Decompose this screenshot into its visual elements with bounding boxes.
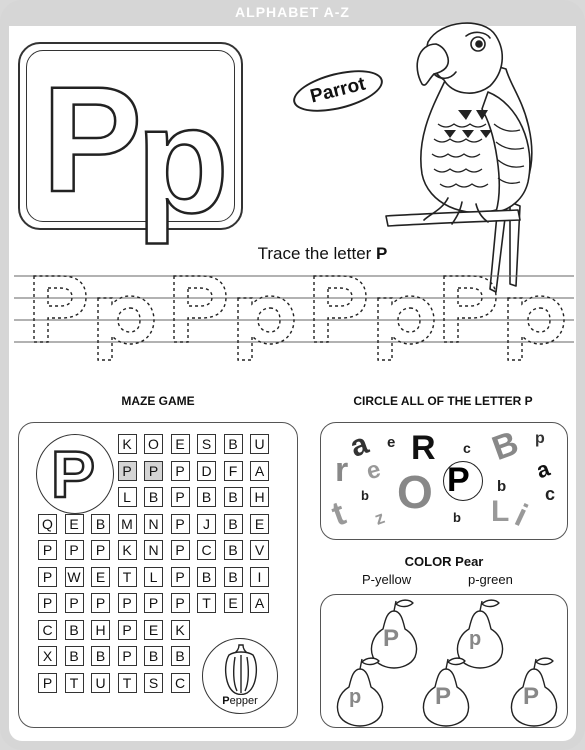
scatter-letter[interactable]: R [411,429,436,467]
maze-cell[interactable]: B [144,487,163,507]
maze-cell[interactable]: U [91,673,110,693]
pear-letter: P [523,683,540,710]
maze-cell[interactable]: A [250,461,269,481]
pepper-label [203,695,277,707]
maze-cell[interactable]: B [91,514,110,534]
scatter-letter[interactable]: L [491,495,510,528]
maze-cell[interactable]: B [197,487,216,507]
maze-cell[interactable]: P [38,673,57,693]
maze-cell[interactable]: E [250,514,269,534]
maze-cell[interactable]: B [65,620,84,640]
maze-cell[interactable]: D [197,461,216,481]
circle-game-title: CIRCLE ALL OF THE LETTER P [353,394,533,408]
maze-cell[interactable]: C [171,673,190,693]
maze-cell[interactable]: P [171,514,190,534]
scatter-letter[interactable]: c [545,484,556,504]
maze-cell[interactable]: M [118,514,137,534]
pear[interactable] [331,655,389,727]
maze-cell[interactable]: P [171,540,190,560]
maze-cell[interactable]: E [144,620,163,640]
maze-cell[interactable]: K [118,434,137,454]
maze-cell[interactable]: B [144,646,163,666]
maze-cell[interactable]: L [118,487,137,507]
scatter-letter[interactable]: a [532,455,553,484]
scatter-letter[interactable]: z [371,507,388,529]
maze-cell[interactable]: P [38,593,57,613]
pepper-badge [202,638,278,714]
scatter-letter[interactable]: P [447,461,470,499]
maze-cell[interactable]: F [224,461,243,481]
scatter-letter[interactable]: c [463,440,471,456]
scatter-letter[interactable]: t [326,494,351,534]
maze-cell[interactable]: B [65,646,84,666]
word-badge: Parrot [289,62,387,119]
maze-cell[interactable]: S [197,434,216,454]
scatter-letter[interactable]: b [453,510,461,525]
maze-cell[interactable]: H [91,620,110,640]
maze-cell[interactable]: P [65,593,84,613]
maze-cell[interactable]: U [250,434,269,454]
maze-cell[interactable]: P [144,593,163,613]
scatter-letter[interactable]: r [335,451,349,489]
maze-cell[interactable]: P [91,540,110,560]
maze-cell[interactable]: X [38,646,57,666]
pear-letter: p [469,628,482,650]
scatter-letter[interactable]: e [387,434,396,451]
maze-cell[interactable]: P [38,567,57,587]
maze-cell[interactable]: J [197,514,216,534]
maze-cell[interactable]: P [65,540,84,560]
maze-cell[interactable]: H [250,487,269,507]
scatter-letter[interactable]: a [345,427,373,464]
maze-cell[interactable]: B [224,487,243,507]
letter-card-uppercase: P [42,55,143,223]
letter-card [18,42,243,245]
maze-cell[interactable]: C [197,540,216,560]
scatter-letter[interactable]: B [487,423,524,469]
maze-cell[interactable]: E [171,434,190,454]
pear-letter: P [435,683,452,710]
letter-card-lowercase: p [136,75,229,245]
pepper-icon [223,643,259,695]
maze-cell[interactable]: B [224,514,243,534]
maze-cell[interactable]: I [250,567,269,587]
maze-badge [36,434,114,514]
scatter-letter[interactable]: i [509,496,534,534]
maze-badge-letter: P [51,437,96,511]
pear[interactable] [417,655,475,727]
maze-cell[interactable]: P [38,540,57,560]
trace-title-text: Trace the letter [257,244,377,263]
maze-cell[interactable]: B [171,646,190,666]
maze-cell[interactable]: P [171,567,190,587]
maze-cell[interactable]: T [118,567,137,587]
trace-title [0,244,585,264]
maze-cell[interactable]: E [91,567,110,587]
color-game-panel [320,594,568,728]
maze-cell[interactable]: P [171,461,190,481]
maze-cell[interactable]: V [250,540,269,560]
maze-cell[interactable]: Q [38,514,57,534]
maze-cell[interactable]: T [65,673,84,693]
maze-cell[interactable]: B [224,567,243,587]
maze-cell[interactable]: W [65,567,84,587]
trace-title-letter: P [376,244,388,263]
maze-cell[interactable]: P [144,461,163,481]
trace-letters[interactable] [14,266,574,366]
maze-cell[interactable]: L [144,567,163,587]
pear-letter: P [383,625,400,652]
pepper-label-rest: epper [229,695,258,707]
maze-cell[interactable]: P [118,620,137,640]
maze-cell[interactable]: T [118,673,137,693]
maze-cell[interactable]: N [144,514,163,534]
lower-instruction: p-green [468,572,513,587]
maze-cell[interactable]: P [118,646,137,666]
scatter-letter[interactable]: e [363,455,384,486]
scatter-letter[interactable]: b [361,488,369,503]
maze-cell[interactable]: A [250,593,269,613]
circle-game-panel[interactable] [320,422,568,540]
scatter-letter[interactable]: b [497,478,507,495]
scatter-letter[interactable]: O [397,466,433,518]
maze-cell[interactable]: B [224,540,243,560]
maze-cell[interactable]: P [171,487,190,507]
scatter-letter[interactable]: p [535,430,545,447]
trace-letter-row [14,266,574,366]
maze-title: MAZE GAME [121,394,195,408]
maze-cell[interactable]: K [118,540,137,560]
maze-cell[interactable]: E [224,593,243,613]
maze-cell[interactable]: B [91,646,110,666]
maze-cell[interactable]: E [65,514,84,534]
color-game-title: COLOR Pear [404,554,484,569]
maze-cell[interactable]: S [144,673,163,693]
maze-cell[interactable]: P [118,461,137,481]
maze-cell[interactable]: P [91,593,110,613]
answer-circle [443,461,483,501]
pear[interactable] [505,655,563,727]
upper-instruction: P-yellow [362,572,412,587]
maze-cell[interactable]: B [224,434,243,454]
maze-cell[interactable]: N [144,540,163,560]
maze-cell[interactable]: K [171,620,190,640]
maze-cell[interactable]: P [118,593,137,613]
maze-cell[interactable]: T [197,593,216,613]
maze-cell[interactable]: B [197,567,216,587]
header-title: ALPHABET A-Z [235,4,350,20]
pepper-label-initial: P [222,695,230,707]
maze-cell[interactable]: P [171,593,190,613]
maze-cell[interactable]: O [144,434,163,454]
pear-letter: p [349,686,362,708]
maze-cell[interactable]: C [38,620,57,640]
